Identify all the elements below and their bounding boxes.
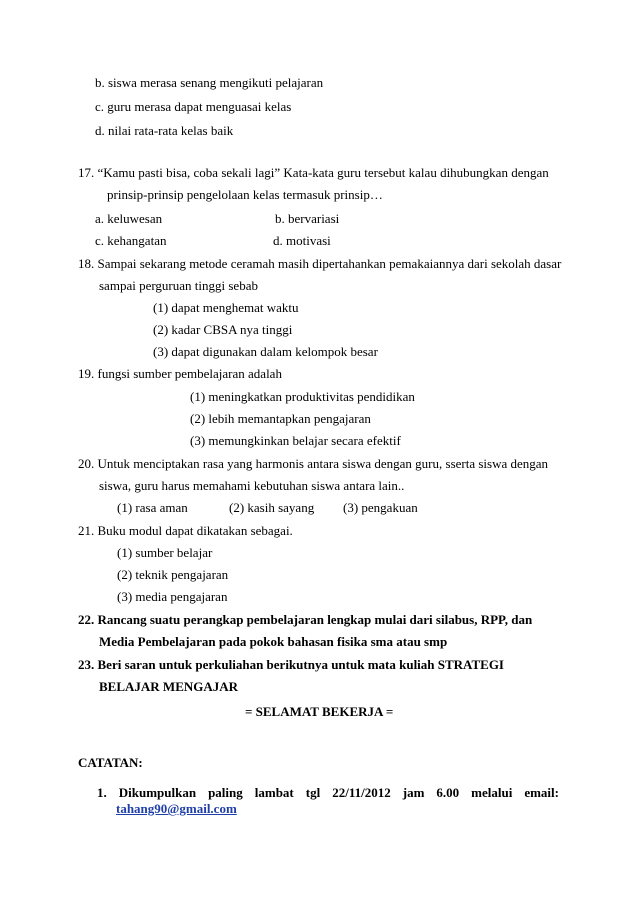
q17-option-d: d. motivasi [273, 233, 331, 248]
option-c: c. guru merasa dapat menguasai kelas [95, 99, 292, 114]
email-link[interactable]: tahang90@gmail.com [116, 801, 237, 816]
note-word: email: [524, 785, 559, 800]
question-18-continued: sampai perguruan tinggi sebab [99, 278, 258, 293]
q21-option-1: (1) sumber belajar [117, 545, 213, 560]
q20-option-1: (1) rasa aman [117, 500, 188, 515]
q18-option-3: (3) dapat digunakan dalam kelompok besar [153, 344, 378, 359]
notes-heading: CATATAN: [78, 755, 143, 770]
note-word: Dikumpulkan [118, 785, 197, 800]
note-word: melalui [471, 785, 513, 800]
notes-item-1 [97, 785, 559, 801]
question-20-continued: siswa, guru harus memahami kebutuhan siswa antara lain.. [99, 478, 405, 493]
question-23-continued: BELAJAR MENGAJAR [99, 679, 239, 694]
question-17: 17. “Kamu pasti bisa, coba sekali lagi” Kata-kata guru tersebut kalau dihubungkan dengan [78, 165, 549, 180]
question-19: 19. fungsi sumber pembelajaran adalah [78, 366, 282, 381]
question-17-continued: prinsip-prinsip pengelolaan kelas termasuk prinsip… [107, 187, 383, 202]
q21-option-3: (3) media pengajaran [117, 589, 228, 604]
q19-option-3: (3) memungkinkan belajar secara efektif [190, 433, 401, 448]
q19-option-1: (1) meningkatkan produktivitas pendidikan [190, 389, 415, 404]
note-word: 22/11/2012 [332, 785, 391, 800]
q18-option-1: (1) dapat menghemat waktu [153, 300, 299, 315]
question-18: 18. Sampai sekarang metode ceramah masih dipertahankan pemakaiannya dari sekolah dasar [78, 256, 562, 271]
q21-option-2: (2) teknik pengajaran [117, 567, 229, 582]
q18-option-2: (2) kadar CBSA nya tinggi [153, 322, 293, 337]
note-word: lambat [254, 785, 294, 800]
question-21: 21. Buku modul dapat dikatakan sebagai. [78, 523, 293, 538]
q20-option-2: (2) kasih sayang [229, 500, 315, 515]
note-word: 1. [97, 785, 107, 800]
note-word: paling [208, 785, 243, 800]
note-word: 6.00 [436, 785, 460, 800]
option-d: d. nilai rata-rata kelas baik [95, 123, 234, 138]
option-b: b. siswa merasa senang mengikuti pelajaran [95, 75, 324, 90]
q17-option-a: a. keluwesan [95, 211, 163, 226]
closing-greeting: = SELAMAT BEKERJA = [245, 704, 394, 719]
note-word: tgl [305, 785, 321, 800]
note-word: jam [402, 785, 425, 800]
question-23: 23. Beri saran untuk perkuliahan berikutnya untuk mata kuliah STRATEGI [78, 657, 504, 672]
q20-option-3: (3) pengakuan [343, 500, 418, 515]
q17-option-b: b. bervariasi [275, 211, 340, 226]
question-20: 20. Untuk menciptakan rasa yang harmonis antara siswa dengan guru, sserta siswa dengan [78, 456, 549, 471]
q19-option-2: (2) lebih memantapkan pengajaran [190, 411, 371, 426]
question-22-continued: Media Pembelajaran pada pokok bahasan fisika sma atau smp [99, 634, 448, 649]
question-22: 22. Rancang suatu perangkap pembelajaran lengkap mulai dari silabus, RPP, dan [78, 612, 533, 627]
q17-option-c: c. kehangatan [95, 233, 167, 248]
